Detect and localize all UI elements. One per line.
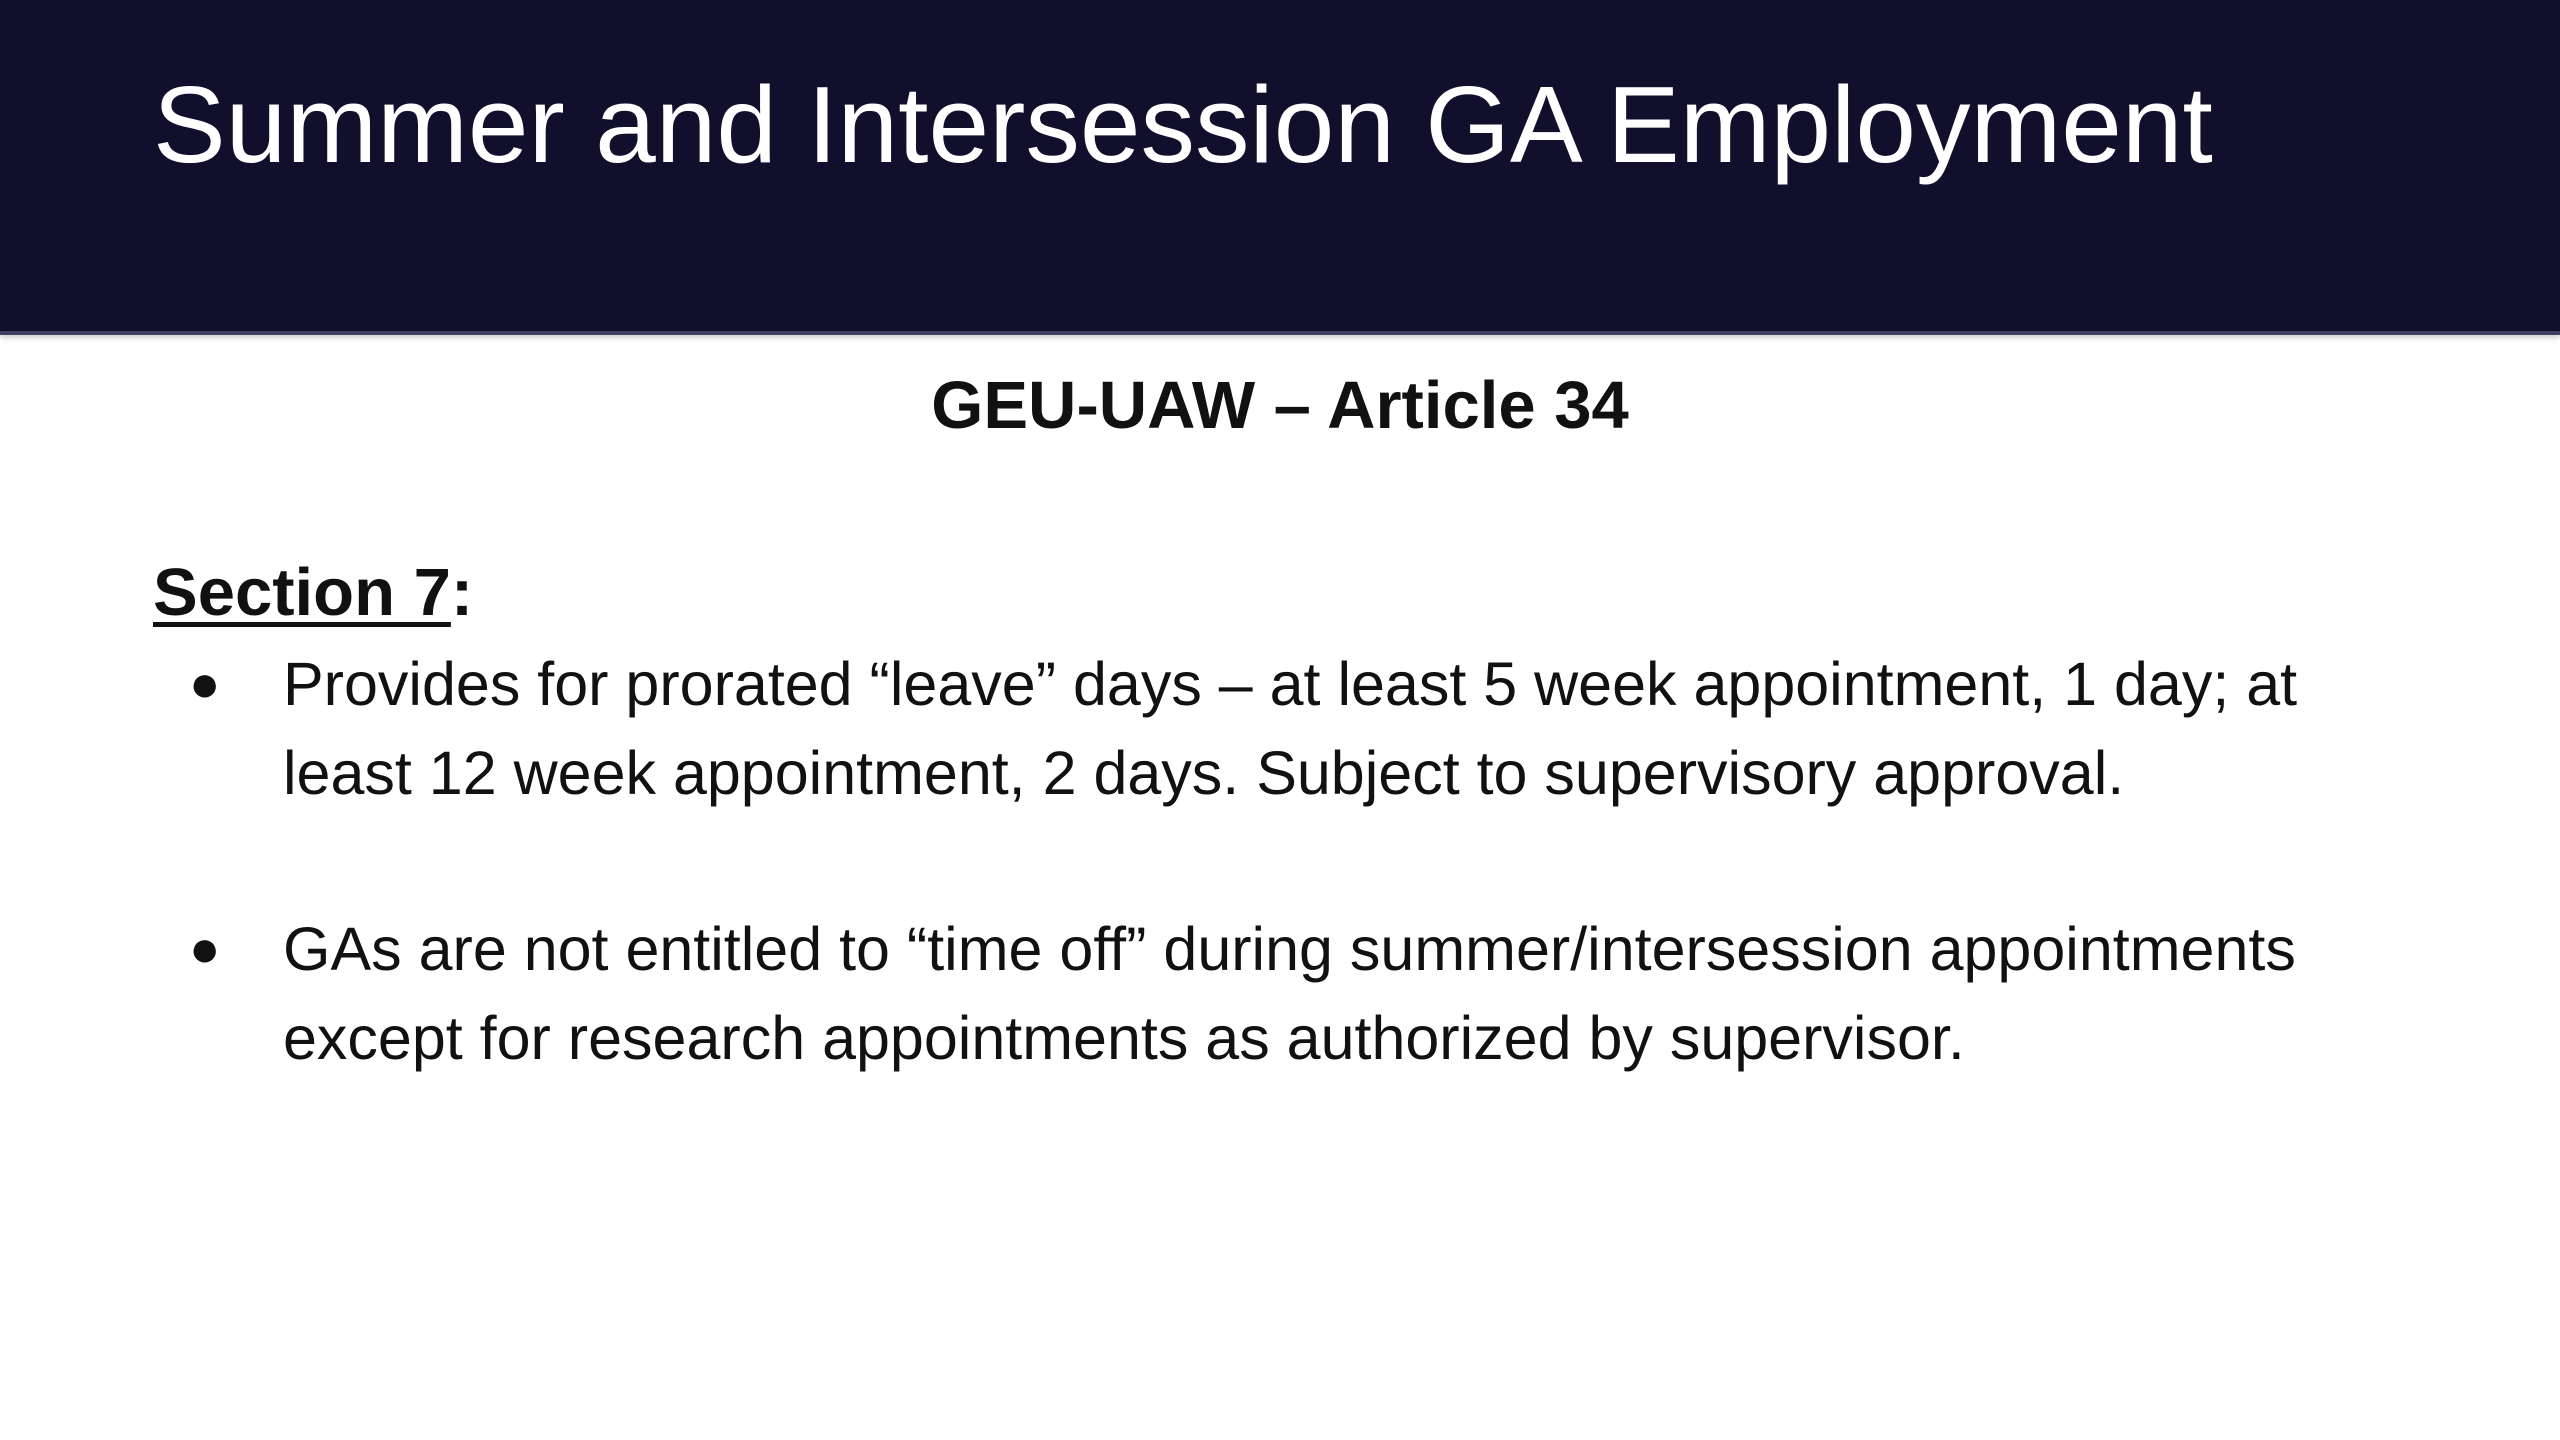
bullet-item-leave-days — [153, 640, 2413, 818]
bullet-list — [153, 640, 2413, 1170]
section-heading — [153, 552, 473, 634]
bullet-item-time-off — [153, 905, 2413, 1083]
bullet-text-leave-days: Provides for prorated “leave” days – at least 5 week appointment, 1 day; at least 12 week appointment, 2 days. Subject to supervisory approval. — [283, 650, 2298, 807]
bullet-dot-icon: ● — [189, 655, 221, 713]
bullet-dot-icon: ● — [189, 920, 221, 978]
section-label: Section 7 — [153, 555, 451, 630]
slide-title: Summer and Intersession GA Employment — [153, 64, 2213, 186]
article-subtitle: GEU-UAW – Article 34 — [931, 368, 1629, 443]
bullet-text-time-off: GAs are not entitled to “time off” during summer/intersession appointments except for research appointments as authorized by supervisor. — [283, 915, 2296, 1072]
title-band — [0, 0, 2560, 335]
section-label-colon: : — [450, 555, 474, 630]
